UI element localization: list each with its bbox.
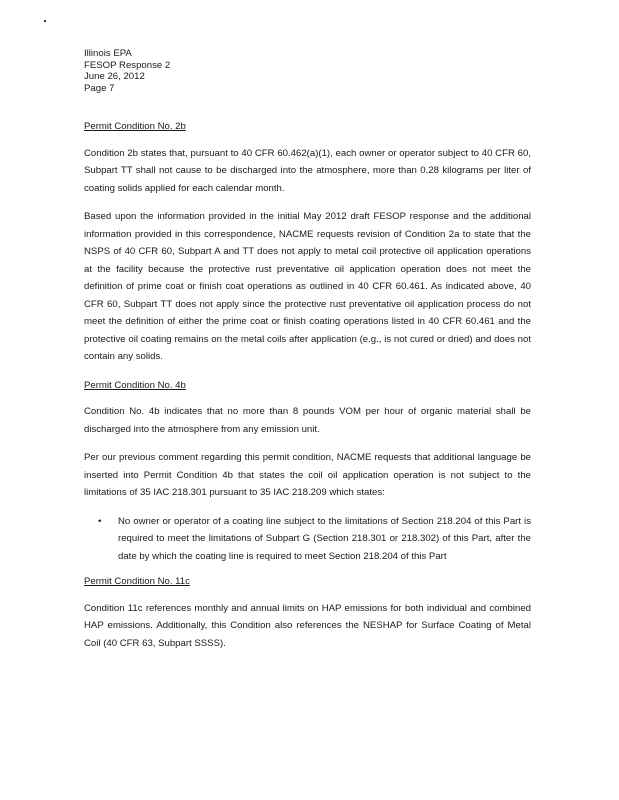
document-body (84, 118, 531, 663)
section-heading-2b: Permit Condition No. 2b (84, 121, 186, 132)
header-agency: Illinois EPA (84, 48, 132, 59)
section-heading-11c: Permit Condition No. 11c (84, 576, 190, 587)
paragraph-4b-summary: Condition No. 4b indicates that no more than 8 pounds VOM per hour of organic material shall be discharged into the atmosphere from any emission unit. (84, 406, 531, 435)
scan-speck (44, 20, 46, 22)
header-date: June 26, 2012 (84, 71, 145, 82)
header-page-number: Page 7 (84, 82, 115, 94)
paragraph-11c-summary: Condition 11c references monthly and annual limits on HAP emissions for both individual and combined HAP emissions. Additionally, this Condition also references the NESHAP for Surface Coating of Metal Coil (40 CFR 63, Subpart SSSS). (84, 602, 531, 649)
quoted-regulation-text: No owner or operator of a coating line subject to the limitations of Section 218.204 of this Part is required to meet the limitations of Subpart G (Section 218.301 or 218.302) of this Part, after the date by which the coating line is required to meet Section 218.204 of this Part (118, 515, 531, 562)
paragraph-2b-request: Based upon the information provided in the initial May 2012 draft FESOP response and the additional information provided in this correspondence, NACME requests revision of Condition 2a to state that the NSPS of 40 CFR 60, Subpart A and TT does not apply to metal coil protective oil application operations at the facility because the protective rust preventative oil application operation does not meet the definition of prime coat or finish coat operations as outlined in 40 CFR 60.461. As indicated above, 40 CFR 60, Subpart TT does not apply since the protective rust preventative oil application process do not meet the definition of either the prime coat or finish coating operations listed in 40 CFR 60.461 and the protective oil coating remains on the metal coils after application (e.g., is not cured or dried) and does not contain any solids. (84, 211, 531, 362)
header-subject: FESOP Response 2 (84, 59, 171, 71)
paragraph-4b-request: Per our previous comment regarding this permit condition, NACME requests that additional language be inserted into Permit Condition 4b that states the coil oil application operation is not subject to the limitations of 35 IAC 218.301 pursuant to 35 IAC 218.209 which states: (84, 452, 531, 498)
list-item (84, 513, 531, 566)
section-heading-4b: Permit Condition No. 4b (84, 379, 186, 391)
bullet-icon: • (98, 515, 102, 527)
paragraph-2b-summary: Condition 2b states that, pursuant to 40 CFR 60.462(a)(1), each owner or operator subject to 40 CFR 60, Subpart TT shall not cause to be discharged into the atmosphere, more than 0.28 kilograms per liter of coating solids applied for each calendar month. (84, 147, 531, 194)
letter-header (84, 48, 170, 94)
quoted-regulation-list (84, 513, 531, 566)
